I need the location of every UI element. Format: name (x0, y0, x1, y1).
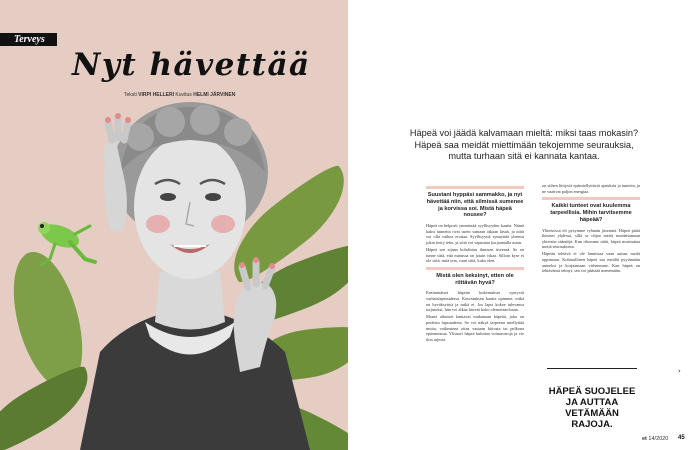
body-paragraph: on siihen liittyviä epämiellyttäviä ajatuksia ja tunteita, ja ne vaativat paljon energiaa. (542, 183, 640, 194)
section-tag: Terveys (0, 33, 57, 46)
frog-illustration (30, 214, 100, 266)
text-column-1 (426, 183, 524, 344)
pull-quote-rule (547, 368, 637, 369)
body-paragraph: Häpeä on helposti ymmärrää syyllisyyden kautta. Nämä kaksi tunnetta ovat usein samaan aikaan läsnä, ja niitä voi olla vaikea erottaa. Syyllisyyttä synnyttää yleensä jokin tietty teko, ja siitä voi vapautua korjaamalla asian. (426, 223, 524, 245)
body-paragraph: Ensimmäiset häpeän kokemukset syntyvät varhaislapsuudessa. Kasvatuksen kautta opimme, mikä on hyväksyttyä ja mikä ei. Jos lapsi kokee tulevansa torjutuksi, hän voi alkaa hävetä koko olemassaoloaan. (426, 290, 524, 313)
credits-text-label: Teksti (124, 92, 137, 98)
lead-paragraph: Häpeä voi jäädä kalvamaan mieltä: miksi taas mokasin? Häpeä saa meidät miettimään tekojemme seurauksia, mutta turhaan sitä ei kannata kantaa. (409, 128, 639, 161)
intro-heading: Suustani hyppäsi sammakko, ja nyt hävettää niin, että silmissä sumenee ja korvissa soi. Mistä häpeä nousee? (426, 186, 524, 219)
text-column-2 (542, 183, 640, 275)
body-paragraph: Häpeän tehtävä ei ole lannistaa vaan auttaa meitä oppimaan. Kohtuullinen häpeä saa meidät pyytämään anteeksi ja korjaamaan virheemme. Kun häpeä on tehtävänsä tehnyt, sen voi päästää menemään. (542, 251, 640, 274)
credits-illustration-author: HELMI JÄRVINEN (193, 92, 236, 98)
magazine-name: et (642, 436, 647, 442)
body-paragraph: Monet aikuiset kantavat mukanaan häpeää, joka on peräisin lapsuudesta. Se voi näkyä tarpeena miellyttää muita, vaikeutena ottaa vastaan kiitosta tai pelkona epäonnistua. Ylisuuri häpeä kuluttaa voimavaroja ja vie ilon arjesta. (426, 314, 524, 342)
credits-illustration-label: Kuvitus (175, 92, 192, 98)
sub-heading: Kaikki tunteet ovat kuulemma tarpeellisia. Mihin tarvitsemme häpeää? (542, 197, 640, 223)
credits-text-author: VIRPI HELLERI (138, 92, 175, 98)
right-page (348, 0, 696, 450)
body-paragraph: Yhteisössä eli pysymme ryhmän jäseninä. Häpeä pitää ihmiset yhdessä, sillä se ohjaa meitä noudattamaan yhteisön sääntöjä. Kun rikomme niitä, häpeä muistuttaa meitä seurauksista. (542, 227, 640, 250)
credits (124, 92, 235, 98)
body-paragraph: Häpeä sen sijaan kohdistuu ihmisen itseensä. Se on tunne siitä, että minussa on jotain vikaa. Silloin kyse ei ole siitä, mitä tein, vaan siitä, kuka olen. (426, 247, 524, 264)
issue-number: 14/2020 (648, 436, 669, 442)
pull-quote: HÄPEÄ SUOJELEE JA AUTTAA VETÄMÄÄN RAJOJA. (548, 386, 636, 430)
headline: Nyt hävettää (72, 47, 311, 83)
continue-arrow-icon: › (678, 367, 681, 375)
woman-portrait-illustration (60, 102, 320, 450)
page-number: 45 (678, 435, 685, 441)
sub-heading: Mistä olen keksinyt, etten ole riittävän hyvä? (426, 267, 524, 287)
page-footer (642, 436, 668, 442)
